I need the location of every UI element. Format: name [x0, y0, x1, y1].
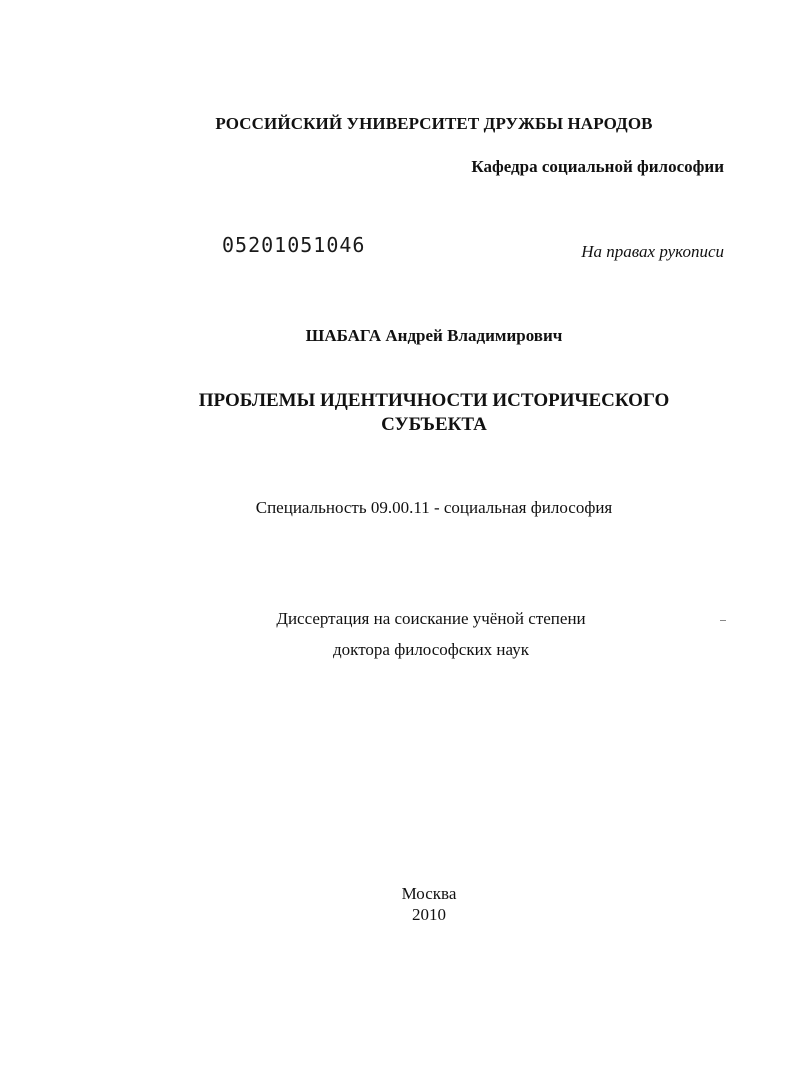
city-year-block [0, 883, 792, 925]
scan-speck [720, 620, 726, 621]
university-name: РОССИЙСКИЙ УНИВЕРСИТЕТ ДРУЖБЫ НАРОДОВ [215, 114, 653, 133]
degree-statement [0, 603, 792, 665]
author-name: ШАБАГА Андрей Владимирович [305, 326, 563, 345]
city: Москва [401, 884, 457, 903]
degree-line-1: Диссертация на соискание учёной степени [276, 609, 586, 628]
degree-line-2: доктора философских наук [333, 640, 529, 659]
title-line-1: ПРОБЛЕМЫ ИДЕНТИЧНОСТИ ИСТОРИЧЕСКОГО [198, 390, 670, 411]
manuscript-rights-note: На правах рукописи [581, 242, 724, 261]
registry-number: 05201051046 [222, 233, 366, 257]
year: 2010 [412, 905, 446, 924]
title-line-2: СУБЪЕКТА [381, 414, 487, 435]
department-name: Кафедра социальной философии [471, 157, 724, 176]
dissertation-title [0, 389, 792, 437]
specialty-line: Специальность 09.00.11 - социальная философия [255, 498, 613, 517]
